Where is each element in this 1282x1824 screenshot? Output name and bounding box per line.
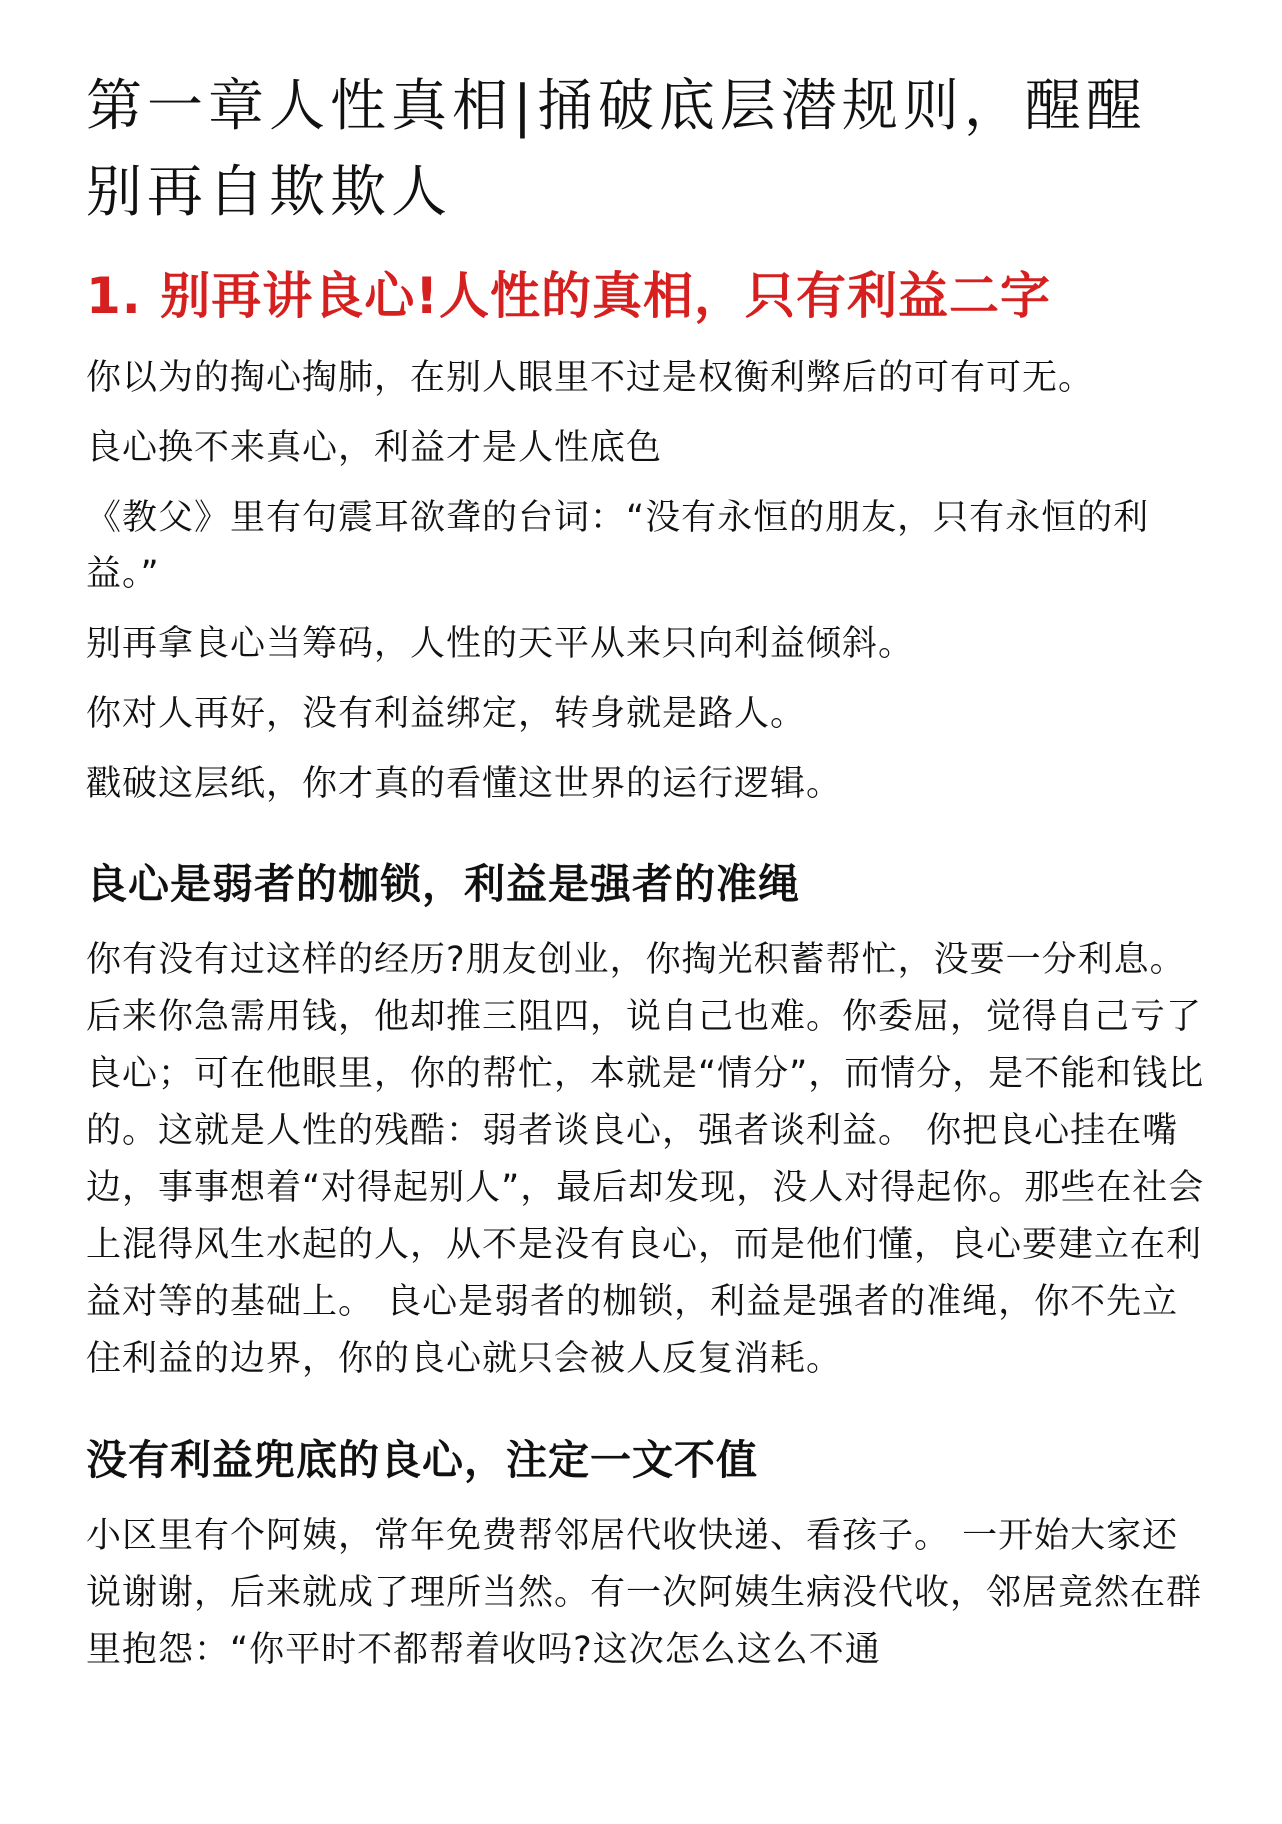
chapter-title: 第一章人性真相|捅破底层潜规则，醒醒别再自欺欺人 [86,74,1147,225]
sub-heading-worthless-conscience: 没有利益兜底的良心，注定一文不值 [86,1436,758,1484]
body-text-section-2: 你有没有过这样的经历?朋友创业，你掏光积蓄帮忙，没要一分利息。后来你急需用钱，他却推三阻四，说自己也难。你委屈，觉得自己亏了良心；可在他眼里，你的帮忙，本就是“情分”，而情分，是不能和钱比的。这就是人性的残酷：弱者谈良心，强者谈利益。 你把良心挂在嘴边，事事想着“对得起别人”，最后却发现，没人对得起你。那些在社会上混得风生水起的人，从不是没有良心，而是他们懂，良心要建立在利益对等的基础上。 良心是弱者的枷锁，利益是强者的准绳，你不先立住利益的边界，你的良心就只会被人反复消耗。 [86,940,1205,1379]
paragraph-4: 别再拿良心当筹码，人性的天平从来只向利益倾斜。 [86,624,915,664]
paragraph-3: 《教父》里有句震耳欲聋的台词：“没有永恒的朋友，只有永恒的利益。” [86,498,1150,594]
section-title: 1. 别再讲良心!人性的真相，只有利益二字 [86,267,1051,325]
paragraph-1: 你以为的掏心掏肺，在别人眼里不过是权衡利弊后的可有可无。 [86,358,1095,398]
paragraph-2: 良心换不来真心，利益才是人性底色 [86,428,663,468]
body-text-section-3: 小区里有个阿姨，常年免费帮邻居代收快递、看孩子。 一开始大家还说谢谢，后来就成了理所当然。有一次阿姨生病没代收，邻居竟然在群里抱怨：“你平时不都帮着收吗?这次怎么这么不通 [86,1516,1203,1670]
paragraph-5: 你对人再好，没有利益绑定，转身就是路人。 [86,694,807,734]
article [86,64,1206,1679]
sub-heading-conscience-shackles: 良心是弱者的枷锁，利益是强者的准绳 [86,860,800,908]
paragraph-6: 戳破这层纸，你才真的看懂这世界的运行逻辑。 [86,764,843,804]
